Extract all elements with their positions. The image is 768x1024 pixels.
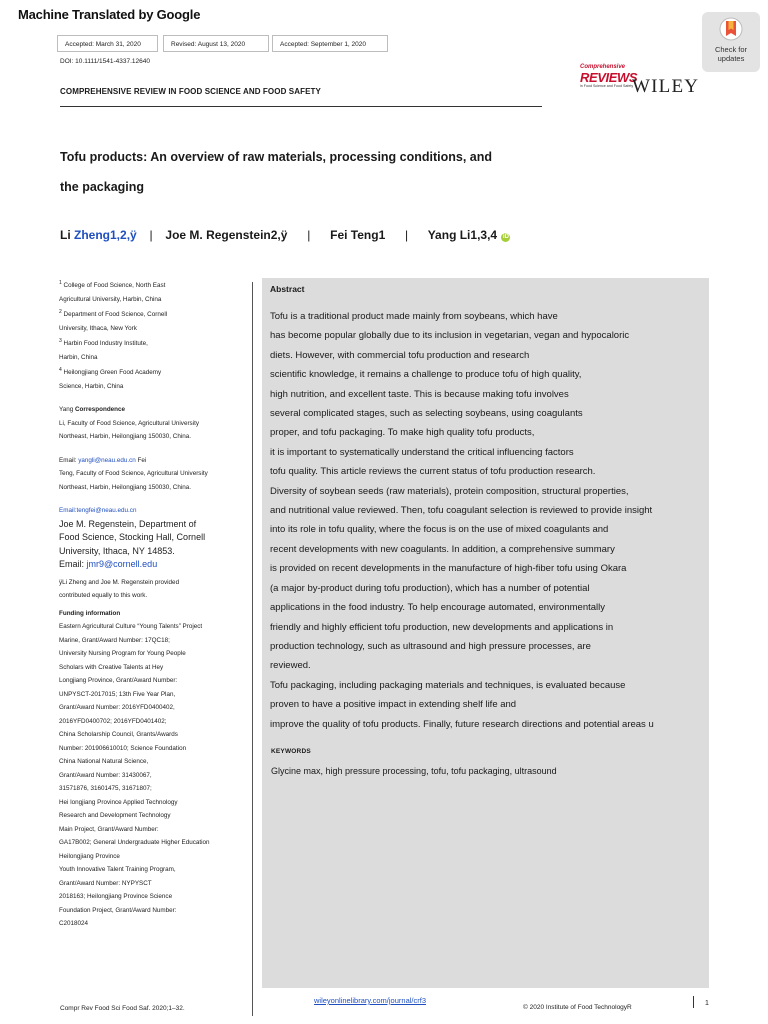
footer-citation: Compr Rev Food Sci Food Saf. 2020;1–32. xyxy=(60,1005,185,1012)
author-1-first: Li xyxy=(60,228,71,242)
affiliation xyxy=(59,277,219,306)
abstract-line: recent developments with new coagulants. In addition, a comprehensive summary xyxy=(270,543,615,555)
author-1-link[interactable]: Zheng1,2,ÿ xyxy=(74,228,137,242)
accepted-date: Accepted: March 31, 2020 xyxy=(57,35,158,52)
sidebar-notes xyxy=(59,277,219,931)
abstract-line: production technology, such as ultrasound and high pressure processes, are xyxy=(270,640,591,652)
affiliation-line: Agricultural University, Harbin, China xyxy=(59,295,162,303)
affiliation-line: College of Food Science, North East xyxy=(63,282,166,290)
funding-line: Eastern Agricultural Culture “Young Talents” Project xyxy=(59,623,203,631)
accepted-final-date: Accepted: September 1, 2020 xyxy=(272,35,388,52)
funding-line: Youth Innovative Talent Training Program, xyxy=(59,866,176,874)
author-separator: | xyxy=(149,228,153,242)
email-label: Email: xyxy=(59,559,85,570)
equal-contribution-note: ÿLi Zheng and Joe M. Regenstein provided xyxy=(59,578,180,586)
funding-line: GA17B002; General Undergraduate Higher Education xyxy=(59,839,210,847)
email-link[interactable]: yangli@neau.edu.cn xyxy=(78,456,136,464)
funding-line: C2018024 xyxy=(59,920,89,928)
article-title-line2: the packaging xyxy=(60,180,145,194)
funding-line: Hei longjiang Province Applied Technology xyxy=(59,798,178,806)
correspondence-address: Northeast, Harbin, Heilongjiang 150030, China. xyxy=(59,433,191,441)
email-label: Email: xyxy=(59,456,77,464)
affiliation-line: Science, Harbin, China xyxy=(59,382,124,390)
abstract-line: friendly and highly efficient tofu production, new developments and applications in xyxy=(270,621,614,633)
funding-heading: Funding information xyxy=(59,609,121,617)
correspondence-label: Correspondence xyxy=(75,406,126,414)
funding-line: Grant/Award Number: NYPYSCT xyxy=(59,879,152,887)
author-4: Yang Li1,3,4 xyxy=(427,228,498,242)
journal-logo-line3: in Food Science and Food Safety xyxy=(580,84,634,88)
bookmark-ribbon-icon xyxy=(702,12,760,46)
correspondence-address: Teng, Faculty of Food Science, Agricultural University xyxy=(59,470,208,478)
abstract-line: proven to have a positive impact in extending shelf life and xyxy=(270,699,517,711)
funding-line: Research and Development Technology xyxy=(59,812,171,820)
correspondence-next-name: Fei xyxy=(137,456,147,464)
revised-date: Revised: August 13, 2020 xyxy=(163,35,269,52)
email-link[interactable]: Email:tengfei@neau.edu.cn xyxy=(59,507,137,515)
funding-line: Grant/Award Number: 2016YFD0400402, xyxy=(59,704,175,712)
funding-line: Scholars with Creative Talents at Hey xyxy=(59,663,164,671)
author-separator: | xyxy=(307,228,311,242)
funding-line: 2016YFD0400702; 2016YFD0401402; xyxy=(59,717,167,725)
journal-logo xyxy=(580,64,638,96)
affiliation-line: University, Ithaca, New York xyxy=(59,324,137,332)
funding-list xyxy=(59,620,219,931)
orcid-icon[interactable]: iD xyxy=(502,234,509,240)
abstract-line: reviewed. xyxy=(270,660,311,672)
equal-contribution-note: contributed equally to this work. xyxy=(59,592,148,600)
funding-line: Heilongjiang Province xyxy=(59,852,120,860)
journal-logo-line2: REVIEWS xyxy=(580,70,638,85)
affiliation-number: 1 xyxy=(59,280,62,286)
affiliation-line: Department of Food Science, Cornell xyxy=(63,311,168,319)
affiliation-number: 2 xyxy=(59,309,62,316)
funding-line: University Nursing Program for Young People xyxy=(59,650,186,658)
abstract-line: diets. However, with commercial tofu production and research xyxy=(270,349,530,361)
check-for-updates-button[interactable] xyxy=(702,12,760,72)
affiliation-line: Harbin, China xyxy=(59,353,98,361)
journal-section-label: COMPREHENSIVE REVIEW IN FOOD SCIENCE AND FOOD SAFETY xyxy=(60,87,321,96)
abstract-line: is provided on recent developments in the manufacture of high-fiber tofu using Okara xyxy=(270,563,627,575)
column-divider xyxy=(252,282,253,1016)
abstract-line: Tofu packaging, including packaging materials and techniques, is evaluated because xyxy=(270,679,626,691)
abstract-line: (a major by-product during tofu production), which has a number of potential xyxy=(270,582,590,594)
footer-divider xyxy=(693,996,694,1008)
journal-url-link[interactable]: wileyonlinelibrary.com/journal/crf3 xyxy=(314,996,426,1005)
abstract-line: tofu quality. This article reviews the current status of tofu production research. xyxy=(270,466,596,478)
correspondence-email-line xyxy=(59,558,219,572)
affiliation xyxy=(59,306,219,335)
funding-line: Foundation Project, Grant/Award Number: xyxy=(59,906,177,914)
email-link[interactable]: jmr9@cornell.edu xyxy=(86,559,158,570)
keywords-list: Glycine max, high pressure processing, tofu, tofu packaging, ultrasound xyxy=(271,766,557,776)
affiliation-line: Harbin Food Industry Institute, xyxy=(63,340,148,348)
correspondence-address: Food Science, Stocking Hall, Cornell xyxy=(59,532,206,543)
funding-line: 2018163; Heilongjiang Province Science xyxy=(59,893,173,901)
correspondence-heading xyxy=(59,403,219,417)
affiliation-line: Heilongjiang Green Food Academy xyxy=(63,369,162,377)
correspondence-email-line xyxy=(59,454,219,468)
machine-translated-banner: Machine Translated by Google xyxy=(18,7,201,22)
abstract-line: scientific knowledge, it remains a challenge to produce tofu of high quality, xyxy=(270,369,582,381)
funding-line: UNPYSCT-2017015; 13th Five Year Plan, xyxy=(59,690,176,698)
correspondence-name: Yang xyxy=(59,406,74,414)
affiliation xyxy=(59,335,219,364)
funding-line: Main Project, Grant/Award Number: xyxy=(59,825,159,833)
abstract-line: and nutritional value reviewed. Then, tofu coagulant selection is reviewed to provide insight xyxy=(270,505,653,517)
affiliation xyxy=(59,364,219,393)
abstract-heading: Abstract xyxy=(270,284,305,294)
publisher-logo: WILEY xyxy=(632,76,700,97)
abstract-line: Diversity of soybean seeds (raw materials), protein composition, structural properties, xyxy=(270,485,629,497)
funding-line: 31571876, 31601475, 31671807; xyxy=(59,785,152,793)
check-updates-line1: Check for xyxy=(714,45,748,54)
correspondence-address: Joe M. Regenstein, Department of xyxy=(59,518,197,529)
author-3: Fei Teng1 xyxy=(330,228,386,242)
funding-line: Grant/Award Number: 31430067, xyxy=(59,771,152,779)
abstract-line: improve the quality of tofu products. Finally, future research directions and potential areas u xyxy=(270,718,654,730)
keywords-heading: KEYWORDS xyxy=(271,748,311,755)
article-title-line1: Tofu products: An overview of raw materials, processing conditions, and xyxy=(60,150,493,164)
funding-line: Marine, Grant/Award Number: 17QC18; xyxy=(59,636,170,644)
abstract-panel xyxy=(262,278,709,988)
funding-line: Longjiang Province, Grant/Award Number: xyxy=(59,677,178,685)
abstract-line: proper, and tofu packaging. To make high quality tofu products, xyxy=(270,427,535,439)
affiliation-number: 3 xyxy=(59,338,62,345)
doi[interactable]: DOI: 10.1111/1541-4337.12640 xyxy=(60,58,150,65)
abstract-body xyxy=(270,307,709,734)
affiliation-number: 4 xyxy=(59,367,62,374)
correspondence-address: Northeast, Harbin, Heilongjiang 150030, China. xyxy=(59,483,191,491)
funding-line: Number: 201906610010; Science Foundation xyxy=(59,744,187,752)
author-2: Joe M. Regenstein2,ÿ xyxy=(165,228,288,242)
funding-line: China Scholarship Council, Grants/Awards xyxy=(59,731,178,739)
abstract-line: has become popular globally due to its inclusion in vegetarian, vegan and hypocaloric xyxy=(270,330,630,342)
abstract-line: applications in the food industry. To help encourage automated, environmentally xyxy=(270,602,606,614)
abstract-line: several complicated stages, such as selecting soybeans, using coagulants xyxy=(270,408,583,420)
author-separator: | xyxy=(405,228,409,242)
header-divider xyxy=(60,106,542,107)
abstract-line: high nutrition, and excellent taste. This is because making tofu involves xyxy=(270,388,569,400)
correspondence-address: University, Ithaca, NY 14853. xyxy=(59,545,175,556)
funding-line: China National Natural Science, xyxy=(59,758,149,766)
author-list xyxy=(60,228,510,242)
abstract-line: into its role in tofu quality, where the focus is on the use of mixed coagulants and xyxy=(270,524,609,536)
check-updates-line2: updates xyxy=(717,54,745,63)
page-number: 1 xyxy=(705,1000,709,1007)
journal-logo-line1: Comprehensive xyxy=(580,64,626,70)
abstract-line: Tofu is a traditional product made mainly from soybeans, which have xyxy=(270,311,558,322)
abstract-line: it is important to systematically understand the critical influencing factors xyxy=(270,446,574,458)
copyright-notice: © 2020 Institute of Food TechnologyR xyxy=(523,1004,632,1011)
correspondence-address: Li, Faculty of Food Science, Agricultural University xyxy=(59,419,199,427)
